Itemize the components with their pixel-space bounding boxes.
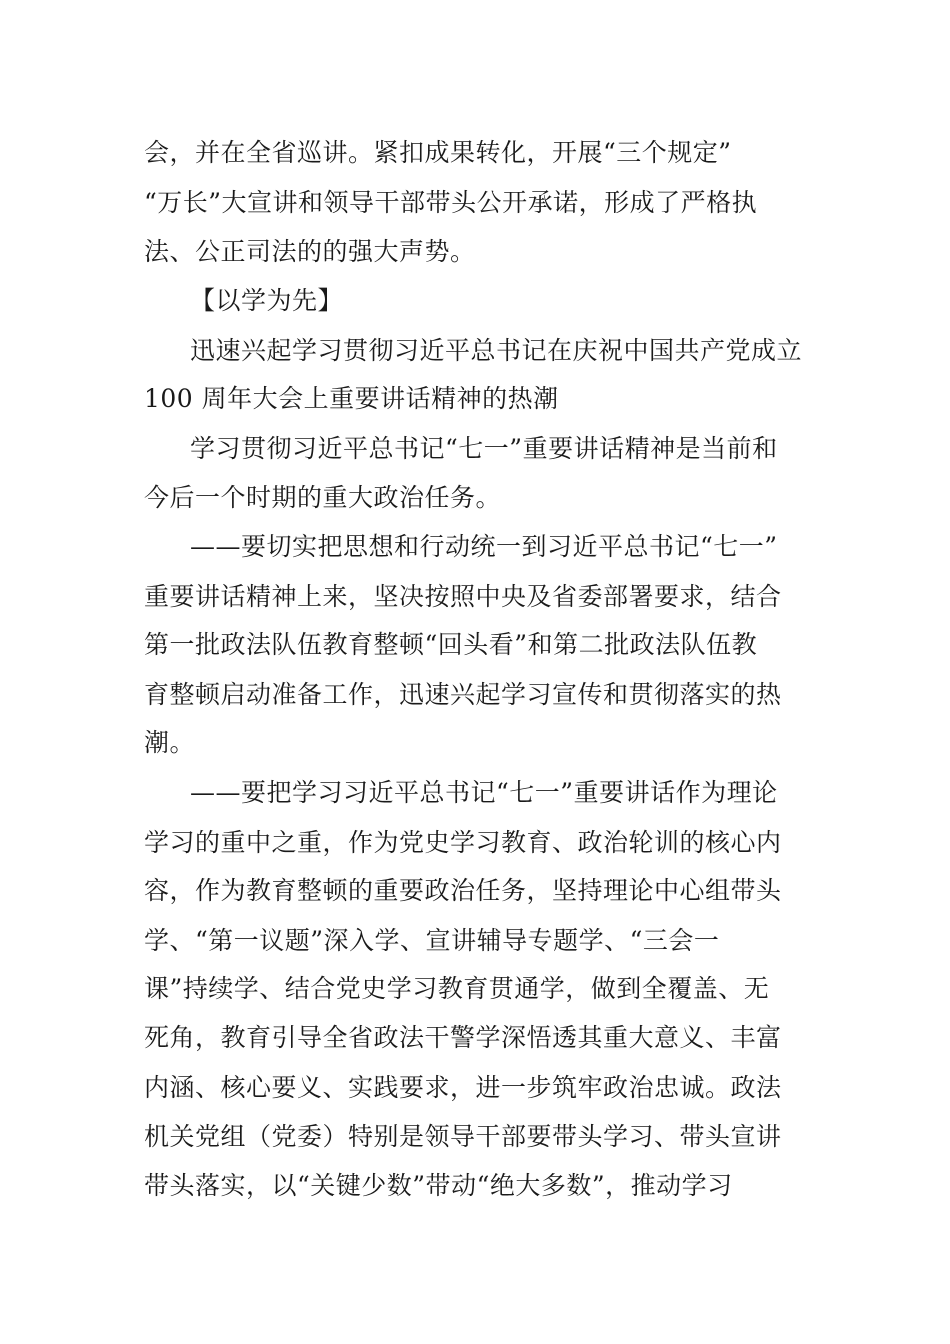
text-line: 会，并在全省巡讲。紧扣成果转化，开展“三个规定” xyxy=(144,138,732,167)
paragraph-start: ——要把学习习近平总书记“七一”重要讲话作为理论 xyxy=(190,778,778,807)
subheading-line: 迅速兴起学习贯彻习近平总书记在庆祝中国共产党成立 xyxy=(190,336,803,365)
text-line: 容，作为教育整顿的重要政治任务，坚持理论中心组带头 xyxy=(144,876,782,905)
text-line: 潮。 xyxy=(144,728,196,757)
text-line: “万长”大宣讲和领导干部带头公开承诺，形成了严格执 xyxy=(144,188,758,217)
text-line: 重要讲话精神上来，坚决按照中央及省委部署要求，结合 xyxy=(144,582,782,611)
subheading-line: 100 周年大会上重要讲话精神的热潮 xyxy=(144,384,559,413)
text-line: 死角，教育引导全省政法干警学深悟透其重大意义、丰富 xyxy=(144,1023,782,1052)
section-heading: 【以学为先】 xyxy=(190,286,344,315)
text-line: 学习的重中之重，作为党史学习教育、政治轮训的核心内 xyxy=(144,828,782,857)
paragraph-start: ——要切实把思想和行动统一到习近平总书记“七一” xyxy=(190,532,778,561)
text-line: 内涵、核心要义、实践要求，进一步筑牢政治忠诚。政法 xyxy=(144,1073,782,1102)
text-line: 育整顿启动准备工作，迅速兴起学习宣传和贯彻落实的热 xyxy=(144,680,782,709)
text-line: 今后一个时期的重大政治任务。 xyxy=(144,483,502,512)
text-line: 带头落实，以“关键少数”带动“绝大多数”，推动学习 xyxy=(144,1171,733,1200)
text-line: 法、公正司法的的强大声势。 xyxy=(144,237,476,266)
text-line: 课”持续学、结合党史学习教育贯通学，做到全覆盖、无 xyxy=(144,974,770,1003)
text-line: 机关党组（党委）特别是领导干部要带头学习、带头宣讲 xyxy=(144,1122,782,1151)
paragraph-start: 学习贯彻习近平总书记“七一”重要讲话精神是当前和 xyxy=(190,434,778,463)
text-line: 学、“第一议题”深入学、宣讲辅导专题学、“三会一 xyxy=(144,926,720,955)
text-line: 第一批政法队伍教育整顿“回头看”和第二批政法队伍教 xyxy=(144,630,758,659)
